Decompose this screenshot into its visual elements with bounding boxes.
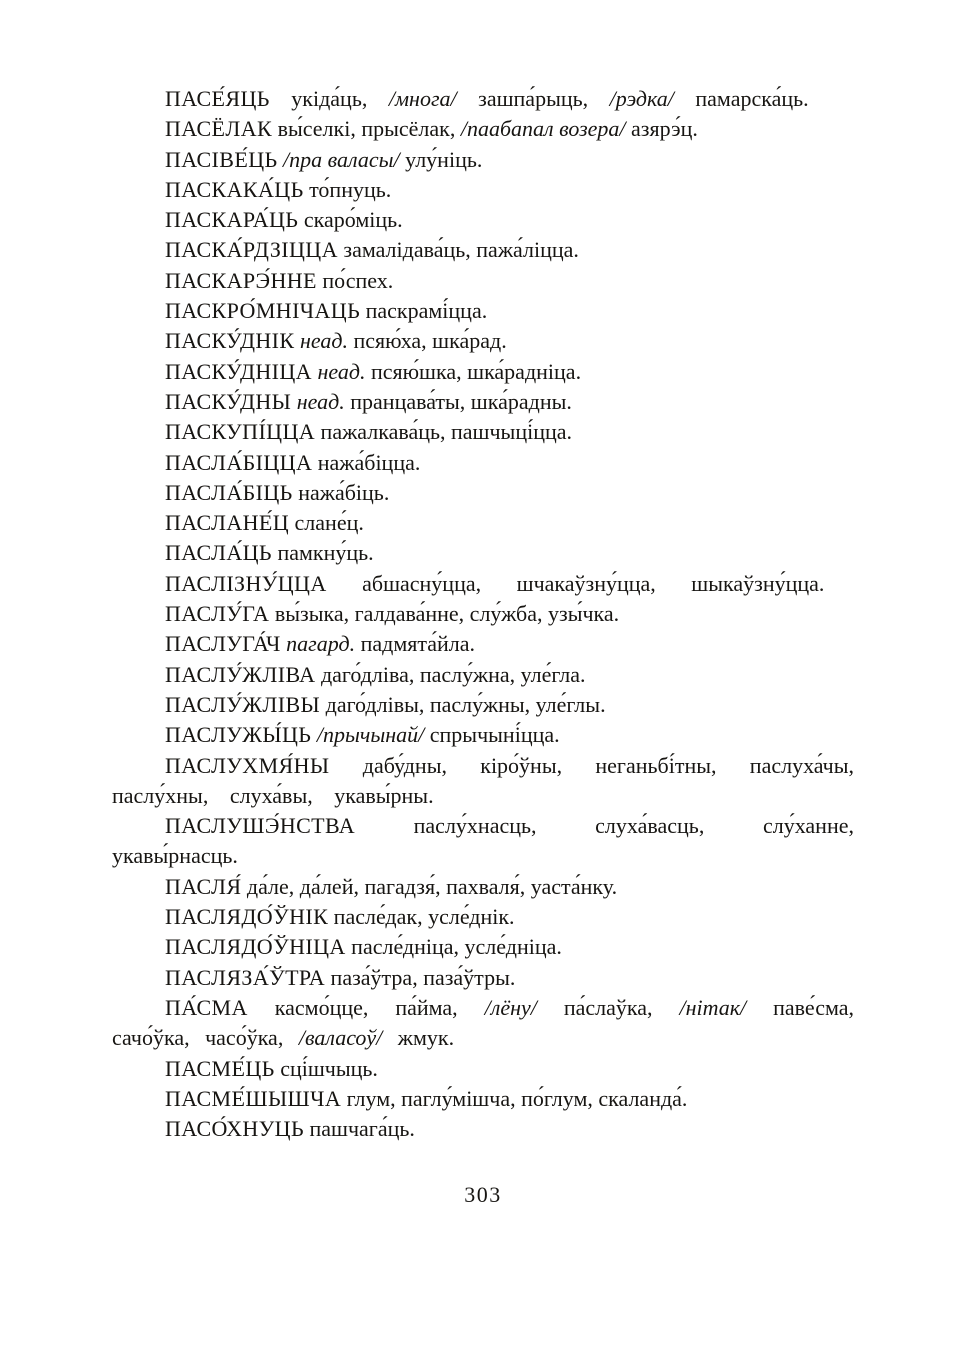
page-number: 303 <box>464 1182 502 1208</box>
synonyms-text: сці́шчыць. <box>280 1055 378 1081</box>
dictionary-entry <box>112 932 854 962</box>
synonyms-text: пашчага́ць. <box>309 1116 415 1142</box>
entry-headword: ПАСЛУ́ЖЛІВЫ <box>165 691 321 717</box>
usage-note: неад. <box>299 328 348 354</box>
dictionary-entry <box>112 751 854 812</box>
entry-headword: ПАСКУПІ́ЦЦА <box>165 419 316 445</box>
synonyms-text: пранцава́ты, шка́радны. <box>344 388 572 414</box>
entry-headword: ПАСЛЯ́ <box>165 873 242 899</box>
entry-headword: ПАСЛАНЕ́Ц <box>165 510 290 536</box>
entry-headword: ПАСЁЛАК <box>165 116 273 142</box>
synonyms-text: памкну́ць. <box>277 540 374 566</box>
usage-note: пагард. <box>286 631 356 657</box>
dictionary-entry <box>112 902 854 932</box>
entry-headword: ПА́СМА <box>165 994 248 1020</box>
entry-headword: ПАСЕ́ЯЦЬ <box>165 86 270 111</box>
entry-headword: ПАСКАРЭ́ННЕ <box>165 267 317 293</box>
synonyms-text: па́слаўка, <box>536 994 680 1020</box>
dictionary-entry <box>112 629 854 659</box>
entry-headword: ПАСЛУЖЫ́ЦЬ <box>165 722 312 748</box>
synonyms-text: дабу́дны, кіро́ўны, неганьбі́тны, паслуха́чы, паслу́хны, слуха́вы, укавы́рны. <box>112 752 855 808</box>
entry-headword: ПАСЛІЗНУ́ЦЦА <box>165 570 327 596</box>
synonyms-text: вы́селкі, прысёлак, <box>277 116 461 142</box>
synonyms-text: замалідава́ць, пажа́ліцца. <box>343 237 579 263</box>
synonyms-text: паслу́хнасць, слуха́васць, слу́ханне, укавы́рнасць. <box>112 813 854 869</box>
entry-headword: ПАСЛА́БІЦЦА <box>165 449 313 475</box>
entry-headword: ПАСЛУШЭ́НСТВА <box>165 813 355 839</box>
dictionary-entry <box>112 720 854 750</box>
dictionary-entry <box>112 1054 854 1084</box>
synonyms-text: укіда́ць, <box>291 86 389 111</box>
synonyms-text: азярэ́ц. <box>625 116 698 142</box>
synonyms-text: даго́дліва, паслу́жна, уле́гла. <box>320 661 586 687</box>
dictionary-entry <box>112 1114 854 1144</box>
synonyms-text: да́ле, да́лей, пагадзя́, пахваля́, уаста́нку. <box>246 873 618 899</box>
entry-headword: ПАСКУ́ДНІЦА <box>165 358 312 384</box>
synonyms-text: падмята́йла. <box>355 631 476 657</box>
entry-headword: ПАСЛЯДО́ЎНІЦА <box>165 934 346 960</box>
dictionary-entry <box>112 963 854 993</box>
synonyms-text: жмук. <box>382 1025 455 1051</box>
synonyms-text: псяю́шка, шка́радніца. <box>365 358 582 384</box>
dictionary-entry <box>112 508 854 538</box>
entry-headword: ПАСЛУГА́Ч <box>165 631 281 657</box>
synonyms-text: нажа́біцца. <box>317 449 421 475</box>
entry-headword: ПАСМЕ́ШЫШЧА <box>165 1085 342 1111</box>
synonyms-text: нажа́біць. <box>298 479 390 505</box>
entry-headword: ПАСКУ́ДНІК <box>165 328 295 354</box>
synonyms-text: вы́зыка, галдава́нне, слу́жба, узы́чка. <box>274 601 620 627</box>
synonyms-text: скаро́міць. <box>303 207 403 233</box>
dictionary-entry <box>112 993 854 1054</box>
synonyms-text: по́спех. <box>322 267 394 293</box>
entry-headword: ПАСЛЯДО́ЎНІК <box>165 904 329 930</box>
dictionary-entries <box>112 84 854 1144</box>
synonyms-text: даго́длівы, паслу́жны, уле́глы. <box>325 691 606 717</box>
usage-note: неад. <box>296 388 345 414</box>
synonyms-text: зашпа́рыць, <box>456 86 610 111</box>
synonyms-text: пасле́дак, усле́днік. <box>333 904 515 930</box>
dictionary-entry <box>112 872 854 902</box>
entry-headword: ПАСЛА́ЦЬ <box>165 540 272 566</box>
entry-headword: ПАСЛУ́ГА <box>165 601 270 627</box>
dictionary-entry <box>112 326 854 356</box>
dictionary-entry <box>112 690 854 720</box>
dictionary-entry <box>112 145 854 175</box>
usage-note: /рэдка/ <box>609 86 674 111</box>
entry-headword: ПАСМЕ́ЦЬ <box>165 1055 275 1081</box>
dictionary-entry <box>112 538 854 568</box>
synonyms-text: слане́ц. <box>294 510 364 536</box>
usage-note: неад. <box>317 358 366 384</box>
synonyms-text: спрычыні́цца. <box>424 722 560 748</box>
usage-note: /прычынай/ <box>316 722 425 748</box>
entry-headword: ПАСКРО́МНІЧАЦЬ <box>165 298 361 324</box>
entry-headword: ПАСКА́РДЗІЦЦА <box>165 237 338 263</box>
entry-headword: ПАСКАРА́ЦЬ <box>165 207 299 233</box>
dictionary-entry <box>112 266 854 296</box>
usage-note: /паабапал возера/ <box>460 116 626 142</box>
synonyms-text: памарска́ць. <box>673 86 809 111</box>
entry-headword: ПАСІВЕ́ЦЬ <box>165 146 278 172</box>
entry-headword: ПАСКАКА́ЦЬ <box>165 176 304 202</box>
dictionary-entry <box>112 296 854 326</box>
synonyms-text: улу́ніць. <box>399 146 483 172</box>
entry-headword: ПАСЛУХМЯ́НЫ <box>165 752 330 778</box>
dictionary-entry <box>112 417 854 447</box>
entry-headword: ПАСКУ́ДНЫ <box>165 388 292 414</box>
synonyms-text: псяю́ха, шка́рад. <box>347 328 507 354</box>
dictionary-entry <box>112 205 854 235</box>
dictionary-entry <box>112 175 854 205</box>
usage-note: /нітак/ <box>679 994 747 1020</box>
dictionary-entry <box>112 478 854 508</box>
dictionary-entry <box>112 357 854 387</box>
synonyms-text: паве́сма, сачо́ўка, часо́ўка, <box>112 994 855 1051</box>
dictionary-entry <box>112 114 854 144</box>
dictionary-entry <box>112 448 854 478</box>
dictionary-entry <box>112 569 854 599</box>
usage-note: /валасоў/ <box>298 1025 383 1051</box>
entry-headword: ПАСО́ХНУЦЬ <box>165 1116 304 1142</box>
usage-note: /пра валасы/ <box>283 146 400 172</box>
synonyms-text: абшасну́цца, шчакаўзну́цца, шыкаўзну́цца. <box>362 570 825 596</box>
dictionary-entry <box>112 599 854 629</box>
usage-note: /лёну/ <box>484 994 537 1020</box>
synonyms-text: глум, паглу́мішча, по́глум, скаланда́. <box>346 1085 688 1111</box>
entry-headword: ПАСЛЯЗА́ЎТРА <box>165 964 326 990</box>
dictionary-entry <box>112 387 854 417</box>
synonyms-text: пасле́дніца, усле́дніца. <box>351 934 562 960</box>
dictionary-entry <box>112 84 854 114</box>
entry-headword: ПАСЛА́БІЦЬ <box>165 479 293 505</box>
synonyms-text: паскрамі́цца. <box>365 298 488 324</box>
dictionary-entry <box>112 660 854 690</box>
dictionary-entry <box>112 811 854 872</box>
usage-note: /многа/ <box>388 86 457 111</box>
synonyms-text: то́пнуць. <box>309 176 392 202</box>
synonyms-text: пажалкава́ць, пашчыці́цца. <box>320 419 573 445</box>
synonyms-text: касмо́цце, па́йма, <box>274 994 485 1020</box>
entry-headword: ПАСЛУ́ЖЛІВА <box>165 661 316 687</box>
dictionary-entry <box>112 1084 854 1114</box>
synonyms-text: паза́ўтра, паза́ўтры. <box>330 964 516 990</box>
dictionary-entry <box>112 235 854 265</box>
